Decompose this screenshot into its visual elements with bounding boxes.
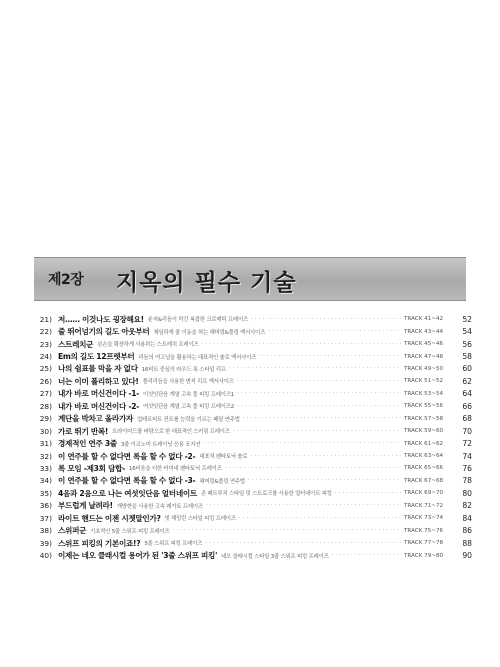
- dot-leader: [243, 415, 401, 422]
- toc-entry[interactable]: [32, 450, 472, 462]
- entry-track: TRACK 75~76: [404, 527, 444, 534]
- toc-entry[interactable]: [32, 350, 472, 362]
- entry-subtitle: 16비음을 더한 터미네 펜타토닉 프레이즈: [128, 466, 222, 473]
- toc-entry[interactable]: [32, 462, 472, 474]
- entry-track: TRACK 55~56: [404, 403, 444, 410]
- entry-track: TRACK 65~66: [404, 465, 444, 472]
- entry-subtitle: 5줄 스위프 피킹 프레이즈: [144, 541, 203, 548]
- entry-subtitle: 업테르티트 컨트롤 능력을 기르는 페달 연주법: [137, 416, 240, 423]
- dot-leader: [237, 390, 401, 397]
- dot-leader: [248, 477, 401, 484]
- entry-number: 31): [39, 439, 52, 449]
- entry-subtitle: 트라이어드를 바탕으로 한 대표적인 스키핑 프레이즈: [112, 429, 230, 436]
- dot-leader: [250, 453, 401, 460]
- entry-page: 54: [462, 327, 472, 337]
- entry-number: 27): [39, 389, 52, 399]
- entry-track: TRACK 79~80: [404, 552, 444, 559]
- entry-number: 38): [39, 526, 52, 536]
- entry-title: 이 연주를 할 수 없다면 록을 할 수 없다 -3-: [58, 476, 196, 486]
- entry-number: 25): [39, 364, 52, 374]
- entry-title: 너는 이미 폴리하고 있다!: [58, 376, 139, 386]
- dot-leader: [233, 428, 401, 435]
- toc-entry[interactable]: [32, 313, 472, 325]
- toc-entry[interactable]: [32, 425, 472, 437]
- dot-leader: [237, 403, 401, 410]
- dot-leader: [201, 341, 401, 348]
- entry-number: 32): [39, 451, 52, 461]
- entry-title: 계단을 박차고 올라가자: [58, 414, 134, 424]
- entry-number: 35): [39, 488, 52, 498]
- entry-subtitle: 체임하게 줄 이동을 하는 해머링&풀링 액서사이즈: [153, 329, 266, 336]
- toc-entry[interactable]: [32, 388, 472, 400]
- entry-number: 23): [39, 339, 52, 349]
- entry-title: 저…… 이것나도 굉장해요!: [58, 314, 144, 324]
- entry-track: TRACK 71~72: [404, 502, 444, 509]
- entry-track: TRACK 77~78: [404, 540, 444, 547]
- entry-subtitle: 이섯잇단음 계열 고속 풀 피킹 프레이즈1: [143, 391, 234, 398]
- entry-title: 스위퍼군: [58, 526, 87, 536]
- entry-subtitle: 대표적 펜타토닉 솔로: [199, 454, 248, 461]
- entry-page: 78: [462, 476, 472, 486]
- entry-page: 72: [462, 439, 472, 449]
- entry-page: 52: [462, 314, 472, 324]
- entry-number: 40): [39, 551, 52, 561]
- entry-number: 24): [39, 352, 52, 362]
- dot-leader: [173, 527, 401, 534]
- entry-track: TRACK 47~48: [404, 353, 444, 360]
- entry-title: 가로 뛰기 반복!: [58, 426, 109, 436]
- entry-track: TRACK 51~52: [404, 378, 444, 385]
- dot-leader: [335, 490, 401, 497]
- dot-leader: [225, 465, 401, 472]
- entry-subtitle: 왼손을 확장하게 사용하는 스트레치 프레이즈: [97, 342, 199, 349]
- entry-subtitle: 개방현을 사용한 고속 레가토 프레이즈: [116, 503, 203, 510]
- entry-subtitle: 3줄 이코노미 트레이닝 응용 포지션: [120, 441, 201, 448]
- entry-title: 경제적인 연주 3줄: [58, 439, 117, 449]
- entry-subtitle: 기초적인 5줄 스위프 피킹 프레이즈: [90, 528, 170, 535]
- entry-track: TRACK 41~42: [404, 316, 444, 323]
- toc-entry[interactable]: [32, 375, 472, 387]
- entry-page: 62: [462, 376, 472, 386]
- entry-subtitle: 리듬의 여고넘을 활용하는 대표적인 솔로 액서사이즈: [138, 354, 257, 361]
- entry-number: 37): [39, 513, 52, 523]
- entry-subtitle: 네오 클래시컬 스타일 3줄 스위프 피킹 프레이즈: [221, 553, 329, 560]
- entry-track: TRACK 59~60: [404, 428, 444, 435]
- dot-leader: [229, 365, 401, 372]
- dot-leader: [268, 328, 401, 335]
- entry-number: 39): [39, 538, 52, 548]
- dot-leader: [237, 378, 401, 385]
- entry-page: 56: [462, 339, 472, 349]
- entry-track: TRACK 67~68: [404, 477, 444, 484]
- entry-subtitle: 윤지&리듬이 막간 복잡한 크로매틱 프레이즈: [147, 317, 248, 324]
- entry-page: 74: [462, 451, 472, 461]
- entry-track: TRACK 63~64: [404, 453, 444, 460]
- toc-entry[interactable]: [32, 437, 472, 449]
- chapter-number: 제2장: [48, 272, 84, 288]
- entry-subtitle: 해머링&풀링 연주법: [199, 478, 245, 485]
- entry-title: 스트레치군: [58, 339, 94, 349]
- dot-leader: [332, 552, 401, 559]
- entry-track: TRACK 69~70: [404, 490, 444, 497]
- dot-leader: [203, 440, 401, 447]
- entry-track: TRACK 57~58: [404, 415, 444, 422]
- entry-title: 나의 쉼표를 막을 자 없다: [58, 364, 138, 374]
- entry-title: 라이트 핸드는 이젠 시젯말인가?: [58, 513, 161, 523]
- entry-title: 부드럽게 날려라!: [58, 501, 113, 511]
- entry-title: 줄 뛰어넘기의 길도 아웃부터: [58, 327, 150, 337]
- entry-page: 84: [462, 513, 472, 523]
- dot-leader: [251, 316, 401, 323]
- entry-track: TRACK 61~62: [404, 440, 444, 447]
- entry-track: TRACK 43~44: [404, 328, 444, 335]
- dot-leader: [239, 515, 401, 522]
- entry-number: 36): [39, 501, 52, 511]
- entry-number: 22): [39, 327, 52, 337]
- entry-title: 스위프 피킹의 기본이죠!?: [58, 538, 141, 548]
- entry-page: 82: [462, 501, 472, 511]
- toc-entry[interactable]: [32, 512, 472, 524]
- toc-entry[interactable]: [32, 537, 472, 549]
- entry-number: 34): [39, 476, 52, 486]
- entry-number: 29): [39, 414, 52, 424]
- dot-leader: [259, 353, 401, 360]
- entry-number: 28): [39, 401, 52, 411]
- entry-subtitle: 여섯잇단음 계열 고속 풀 피킹 프레이즈2: [143, 404, 234, 411]
- entry-page: 86: [462, 526, 472, 536]
- entry-track: TRACK 73~74: [404, 515, 444, 522]
- dot-leader: [205, 540, 401, 547]
- entry-page: 88: [462, 538, 472, 548]
- table-of-contents: [32, 313, 472, 562]
- entry-track: TRACK 45~46: [404, 341, 444, 348]
- toc-entry[interactable]: [32, 325, 472, 337]
- entry-title: 4음과 2음으로 나는 여섯잇단음 얼터네이트: [58, 488, 197, 498]
- toc-entry[interactable]: [32, 363, 472, 375]
- entry-page: 90: [462, 551, 472, 561]
- entry-page: 76: [462, 463, 472, 473]
- entry-title: Em의 길도 12프렛부터: [58, 352, 135, 362]
- entry-page: 58: [462, 352, 472, 362]
- entry-subtitle: 빗 해밍런 스타일 피킹 프레이즈: [164, 516, 236, 523]
- entry-number: 26): [39, 376, 52, 386]
- entry-subtitle: 16비트 중심의 라우드 록 스타일 리프: [141, 366, 226, 373]
- entry-page: 70: [462, 426, 472, 436]
- entry-track: TRACK 49~50: [404, 365, 444, 372]
- toc-entry[interactable]: [32, 487, 472, 499]
- entry-page: 66: [462, 401, 472, 411]
- dot-leader: [206, 502, 401, 509]
- entry-page: 80: [462, 488, 472, 498]
- entry-page: 64: [462, 389, 472, 399]
- toc-entry[interactable]: [32, 413, 472, 425]
- entry-title: 내가 바로 머신건이다 -1-: [58, 389, 140, 399]
- toc-entry[interactable]: [32, 524, 472, 536]
- toc-entry[interactable]: [32, 400, 472, 412]
- entry-page: 68: [462, 414, 472, 424]
- chapter-title: 지옥의 필수 기술: [116, 270, 297, 296]
- entry-title: 록 모임 -제3회 담합-: [58, 463, 125, 473]
- toc-entry[interactable]: [32, 475, 472, 487]
- entry-number: 21): [39, 314, 52, 324]
- entry-page: 60: [462, 364, 472, 374]
- entry-title: 이제는 네오 클래시컬 용어가 된 '3줄 스위프 피킹': [58, 551, 218, 561]
- entry-title: 이 연주를 할 수 없다면 록을 할 수 없다 -2-: [58, 451, 196, 461]
- toc-entry[interactable]: [32, 500, 472, 512]
- toc-entry[interactable]: [32, 338, 472, 350]
- entry-subtitle: 폴리리듬을 사용한 변칙 리프 액서사이즈: [142, 379, 234, 386]
- entry-track: TRACK 53~54: [404, 390, 444, 397]
- toc-entry[interactable]: [32, 549, 472, 561]
- entry-title: 내가 바로 머신건이다 -2-: [58, 401, 140, 411]
- entry-subtitle: 존 페트루치 스타일 릿 스트로크를 사용한 얼터네이트 피킹: [200, 491, 332, 498]
- chapter-banner: [34, 257, 466, 301]
- entry-number: 33): [39, 463, 52, 473]
- entry-number: 30): [39, 426, 52, 436]
